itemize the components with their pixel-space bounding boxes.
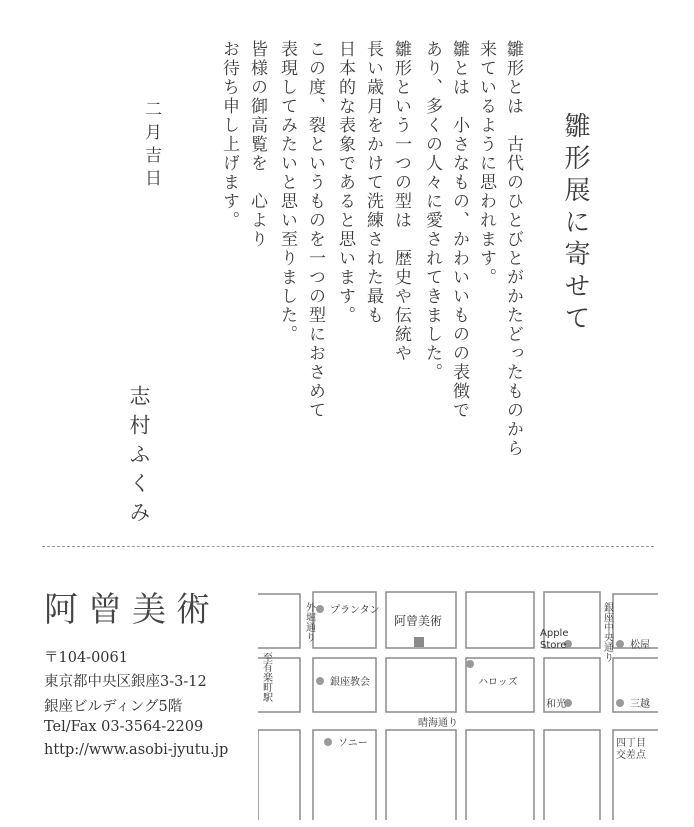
sony-label: ソニー [338,738,368,749]
letter-line-8: この度、裂というものを一つの型におさめて [305,40,325,420]
gallery-marker-square [414,637,424,647]
church-label: 銀座教会 [330,677,370,688]
harrods-label: ハロッズ [478,677,518,688]
letter-date: 二月吉日 [141,100,161,192]
letter-line-4: あり、多くの人々に愛されてきました。 [422,40,442,382]
letter-line-7: 日本的な表象であると思います。 [335,40,355,325]
matsuya-label: 松屋 [630,640,650,651]
gallery-name: 阿曾美術 [44,590,220,630]
letter-line-1: 雛形とは 古代のひとびとがかたどったものから [503,40,523,458]
letter-line-2: 来ているように思われます。 [476,40,496,287]
mitsukoshi-label: 三越 [630,699,650,710]
yonchome-label: 四丁目 [616,738,646,749]
gallery-postal: 〒104-0061 [44,650,128,666]
letter-line-6: 長い歳月をかけて洗練された最も [363,40,383,325]
apple-label: Apple [540,628,569,639]
letter-line-5: 雛形という一つの型は 歴史や伝統や [391,40,411,363]
sony-marker [324,738,332,746]
printemps-marker [316,605,324,613]
letter-line-9: 表現してみたいと思い至りました。 [277,40,297,344]
dashed-divider [42,546,654,547]
sotobori-label: 外堀通り [303,602,315,642]
gallery-address-2: 銀座ビルディング5階 [44,699,183,715]
matsuya-marker [616,640,624,648]
yurakucho-label: 至有楽町駅 [260,652,272,702]
harumi-dori-label: 晴海通り [418,718,458,729]
gallery-map-label: 阿曾美術 [394,614,443,628]
map-markers [316,605,624,746]
letter-title: 雛形展に寄せて [560,112,590,336]
letter-line-11: お待ち申し上げます。 [219,40,239,230]
letter-line-3: 雛とは 小さなもの、かわいいものの表徴で [449,40,469,420]
wako-label: 和光 [546,699,566,710]
church-marker [316,677,324,685]
store-label: Store [540,640,567,651]
access-map [258,580,658,820]
letter-line-10: 皆様の御高覧を 心より [247,40,267,249]
gallery-url[interactable]: http://www.asobi-jyutu.jp [44,742,229,758]
gallery-address-1: 東京都中央区銀座3-3-12 [44,674,207,690]
map-blocks [258,592,658,820]
gallery-tel: Tel/Fax 03-3564-2209 [44,719,204,735]
letter-signature: 志村ふくみ [127,385,151,530]
printemps-label: プランタン [330,605,380,616]
harrods-marker [466,660,474,668]
mitsukoshi-marker [616,699,624,707]
chuo-dori-label: 銀座中央通り [601,602,613,662]
kousaten-label: 交差点 [616,750,646,761]
